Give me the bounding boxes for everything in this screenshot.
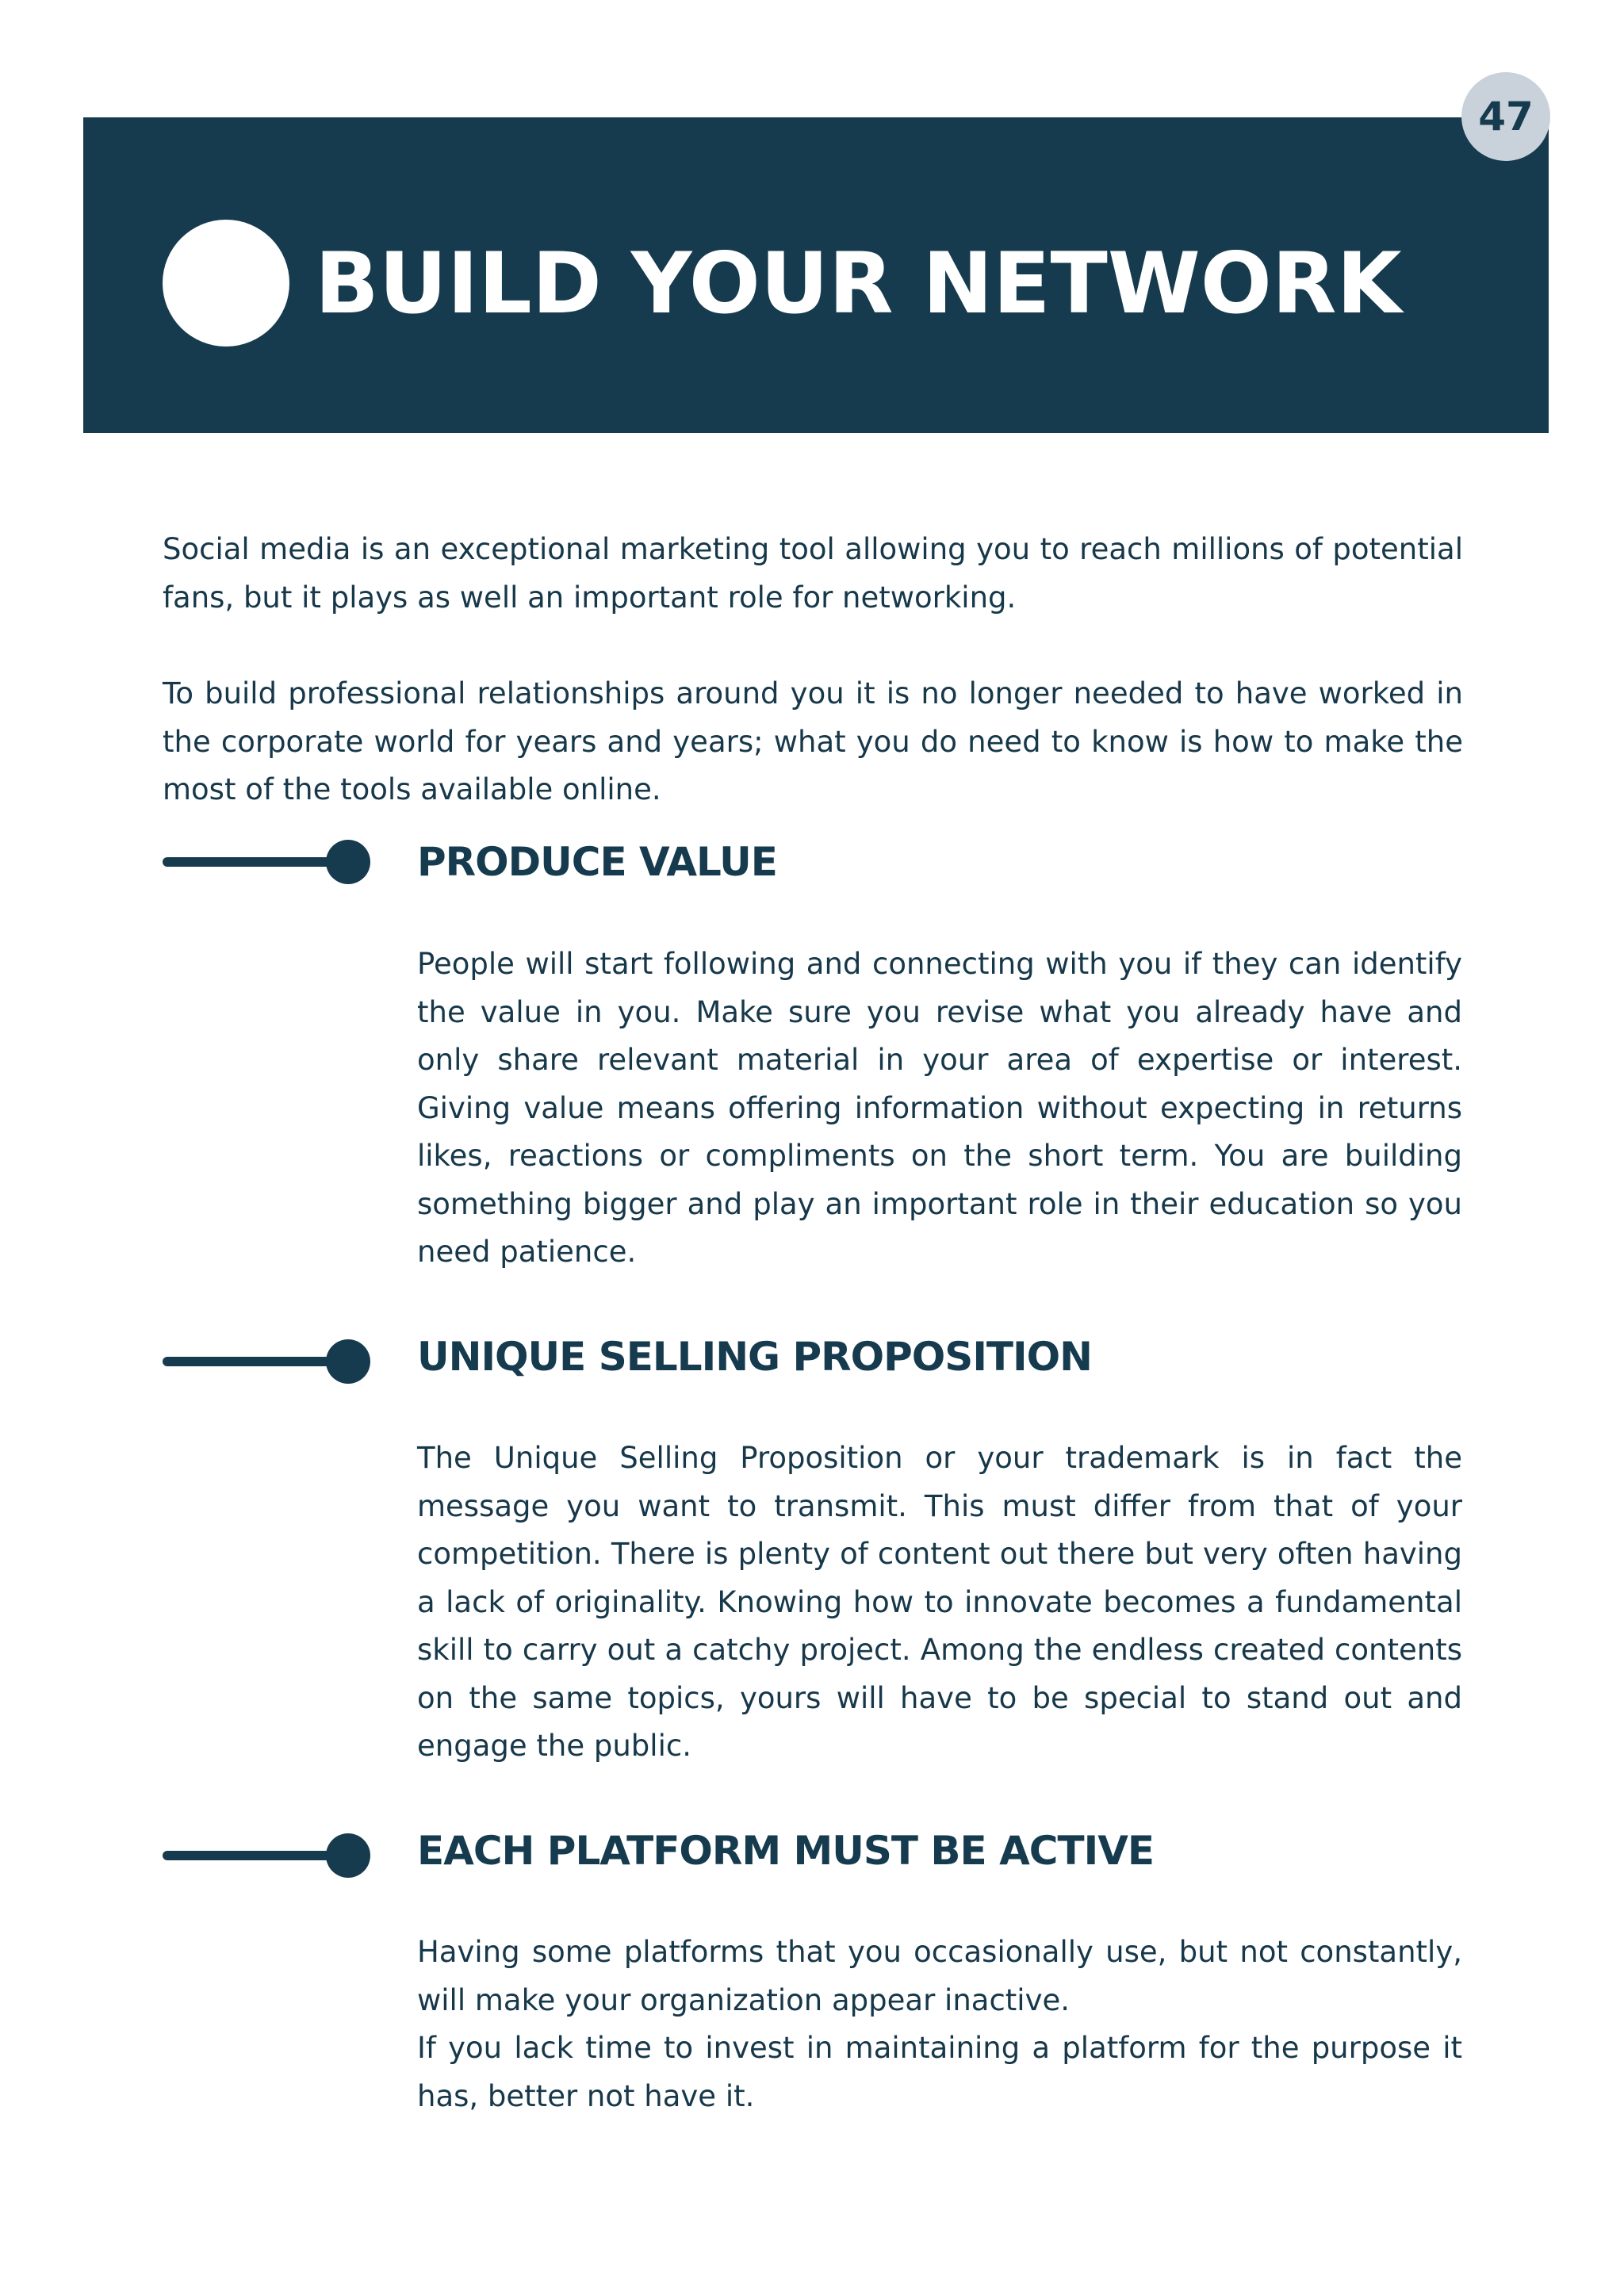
section-body-line-1: Having some platforms that you occasionally use, but not constantly, will make your organization appear inactive. [417, 1935, 1462, 2017]
section-title-produce-value: PRODUCE VALUE [417, 839, 777, 885]
intro-paragraph-2: To build professional relationships around you it is no longer needed to have worked in the corporate world for years and years; what you do need to know is how to make the most of the tools available online. [163, 676, 1463, 806]
marker-dot [326, 840, 370, 884]
header-band [83, 117, 1549, 433]
section-marker-icon [163, 840, 369, 884]
section-body-each-platform-must-be-active [417, 1929, 1462, 2120]
intro-paragraph-1: Social media is an exceptional marketing tool allowing you to reach millions of potential fans, but it plays as well an important role for networking. [163, 532, 1463, 615]
marker-line [163, 1851, 337, 1860]
section-body-produce-value: People will start following and connecting with you if they can identify the value in you. Make sure you revise what you already have and only share relevant material in your area of expertise or interest. Giving value means offering information without expecting in returns likes, reactions or compliments on the short term. You are building something bigger and play an important role in their education so you need patience. [417, 947, 1462, 1269]
marker-line [163, 857, 337, 867]
header-circle-icon [163, 220, 289, 347]
section-body-line-2: If you lack time to invest in maintaining a platform for the purpose it has, better not have it. [417, 2031, 1462, 2113]
page-title: BUILD YOUR NETWORK [315, 235, 1402, 332]
marker-line [163, 1357, 337, 1366]
page-number-badge: 47 [1461, 72, 1550, 161]
marker-dot [326, 1339, 370, 1384]
section-title-unique-selling-proposition: UNIQUE SELLING PROPOSITION [417, 1334, 1092, 1380]
section-marker-icon [163, 1833, 369, 1878]
marker-dot [326, 1833, 370, 1878]
section-title-each-platform-must-be-active: EACH PLATFORM MUST BE ACTIVE [417, 1828, 1155, 1874]
section-body-unique-selling-proposition: The Unique Selling Proposition or your trademark is in fact the message you want to transmit. This must differ from that of your competition. There is plenty of content out there but very often having a lack of originality. Knowing how to innovate becomes a fundamental skill to carry out a catchy project. Among the endless created contents on the same topics, yours will have to be special to stand out and engage the public. [417, 1441, 1462, 1763]
section-marker-icon [163, 1339, 369, 1384]
